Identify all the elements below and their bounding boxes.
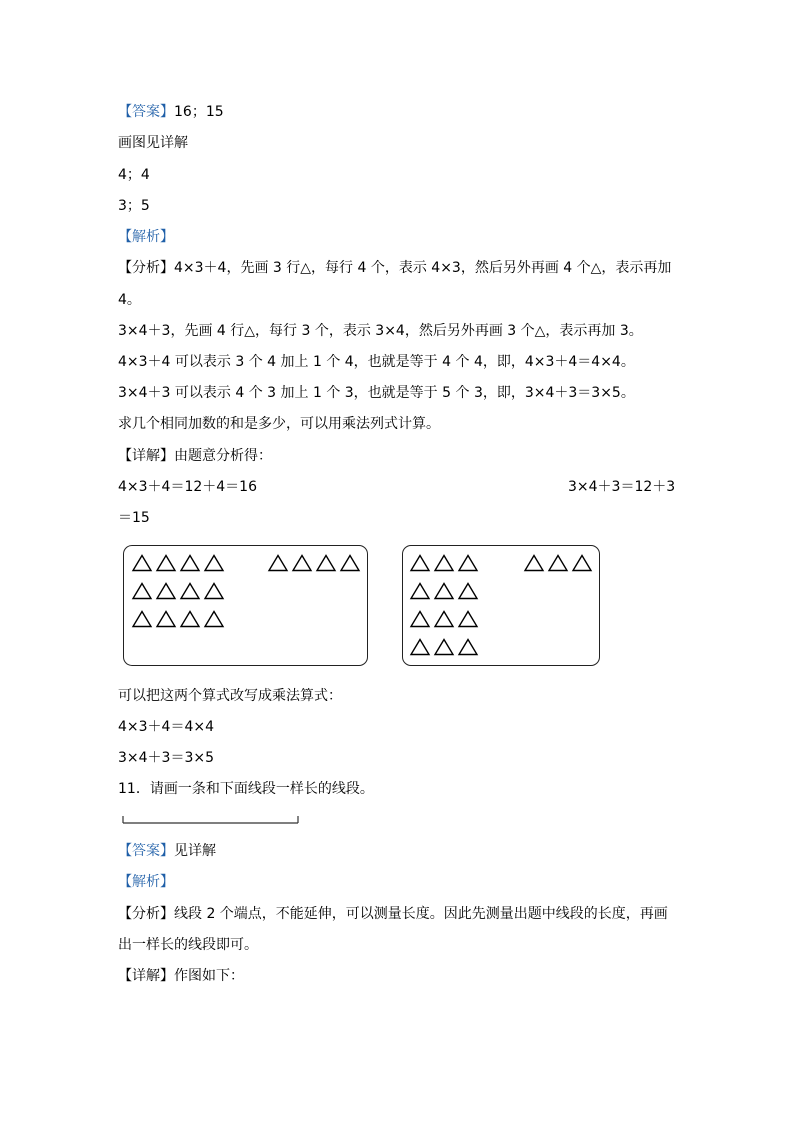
fenxi-tag: 【分析】 [118,260,174,276]
triangle-icon [292,554,312,572]
triangle-icon [458,638,478,656]
equation-1: 4×3＋4＝12＋4＝16 [118,479,257,495]
analysis-para-4: 3×4＋3 可以表示 4 个 3 加上 1 个 3，也就是等于 5 个 3，即，3×4＋3＝3×5。 [118,385,635,401]
answer-tag-2: 【答案】 [118,843,174,859]
triangle-icon [132,610,152,628]
analysis-tag-2: 【解析】 [118,874,174,890]
equation-2-cont: ＝15 [118,510,150,526]
triangle-icon [156,582,176,600]
detail-2 [118,966,244,986]
triangle-icon [316,554,336,572]
triangle-icon [156,610,176,628]
triangle-icon [204,554,224,572]
fenxi-text-2: 线段 2 个端点，不能延伸，可以测量长度。因此先测量出题中线段的长度，再画 [174,906,668,922]
analysis-2-cont: 出一样长的线段即可。 [118,937,258,953]
detail-text: 由题意分析得： [174,448,272,464]
detail-text-2: 作图如下： [174,968,244,984]
triangle-icon [458,554,478,572]
rewrite-2: 3×4＋3＝3×5 [118,750,214,766]
detail-tag: 【详解】 [118,448,174,464]
triangle-icon [434,582,454,600]
answer-1 [118,102,224,122]
triangle-icon [410,554,430,572]
triangle-icon [524,554,544,572]
equation-2: 3×4＋3＝12＋3 [568,479,676,495]
triangle-icon [410,638,430,656]
triangle-icon [180,554,200,572]
figure-box-2 [402,545,600,666]
analysis-para-3: 4×3＋4 可以表示 3 个 4 加上 1 个 4，也就是等于 4 个 4，即，4×3＋4＝4×4。 [118,354,635,370]
triangle-icon [434,554,454,572]
triangle-icon [410,582,430,600]
analysis-para-1-cont: 4。 [118,292,141,308]
triangle-icon [180,582,200,600]
line-segment [120,812,302,826]
fenxi-tag-2: 【分析】 [118,906,174,922]
analysis-para-2: 3×4＋3，先画 4 行△，每行 3 个，表示 3×4，然后另外再画 3 个△，表示再加 3。 [118,323,643,339]
triangle-icon [434,610,454,628]
analysis-para-5: 求几个相同加数的和是多少，可以用乘法列式计算。 [118,416,440,432]
triangle-icon [458,582,478,600]
triangle-icon [548,554,568,572]
triangle-icon [180,610,200,628]
triangle-icon [132,582,152,600]
question-11: 11．请画一条和下面线段一样长的线段。 [118,781,374,797]
triangle-icon [268,554,288,572]
triangle-icon [204,610,224,628]
answer-3-5: 3；5 [118,198,150,214]
triangle-icon [572,554,592,572]
triangle-icon [132,554,152,572]
detail-tag-2: 【详解】 [118,968,174,984]
answer-4-4: 4；4 [118,167,150,183]
triangle-icon [434,638,454,656]
triangle-icon [410,610,430,628]
answer-text: 16；15 [174,104,224,120]
analysis-para-1 [118,258,671,278]
analysis-tag: 【解析】 [118,229,174,245]
triangle-icon [156,554,176,572]
analysis-2 [118,904,668,924]
answer-text-2: 见详解 [174,843,216,859]
fenxi-text: 4×3＋4，先画 3 行△，每行 4 个，表示 4×3，然后另外再画 4 个△，表示再加 [174,260,672,276]
draw-note: 画图见详解 [118,135,188,151]
rewrite-intro: 可以把这两个算式改写成乘法算式： [118,688,342,704]
answer-2 [118,841,216,861]
answer-tag: 【答案】 [118,104,174,120]
detail-1 [118,446,272,466]
triangle-icon [458,610,478,628]
triangle-icon [340,554,360,572]
rewrite-1: 4×3＋4＝4×4 [118,719,214,735]
triangle-icon [204,582,224,600]
